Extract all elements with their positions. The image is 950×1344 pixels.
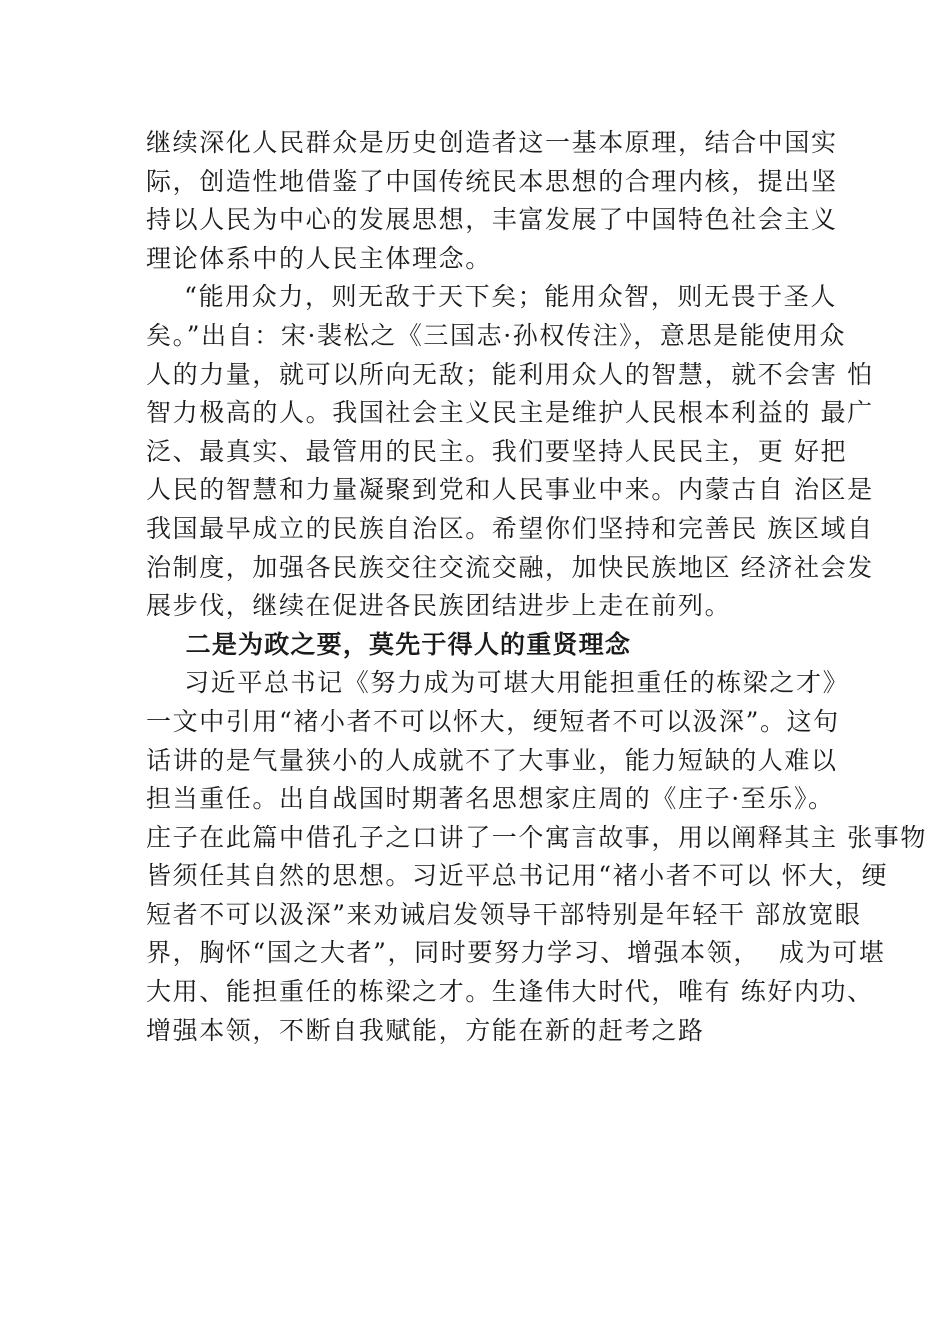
body-line: 展步伐，继续在促进各民族团结进步上走在前列。 xyxy=(146,591,732,621)
body-line: 人的力量，就可以所向无敌；能利用众人的智慧，就不会害 怕 xyxy=(146,359,874,389)
body-line: 话讲的是气量狭小的人成就不了大事业，能力短缺的人难以 xyxy=(146,745,838,775)
body-line: 继续深化人民群众是历史创造者这一基本原理，结合中国实 xyxy=(146,128,838,157)
body-line: 短者不可以汲深”来劝诫启发领导干部特别是年轻干 部放宽眼 xyxy=(146,899,862,929)
section-heading: 二是为政之要，莫先于得人的重贤理念 xyxy=(146,629,632,659)
body-line: 我国最早成立的民族自治区。希望你们坚持和完善民 族区域自 xyxy=(146,513,874,543)
body-line: 治制度，加强各民族交往交流交融，加快民族地区 经济社会发 xyxy=(146,552,874,582)
body-line: 大用、能担重任的栋梁之才。生逢伟大时代，唯有 练好内功、 xyxy=(146,977,874,1007)
body-line: 习近平总书记《努力成为可堪大用能担重任的栋梁之才》 xyxy=(146,668,850,698)
body-line: 持以人民为中心的发展思想，丰富发展了中国特色社会主义 xyxy=(146,205,838,235)
body-line: 界，胸怀“国之大者”，同时要努力学习、增强本领， 成为可堪 xyxy=(146,938,886,968)
body-line: “能用众力，则无敌于天下矣；能用众智，则无畏于圣人 xyxy=(146,282,837,312)
body-line: 矣。”出自：宋·裴松之《三国志·孙权传注》，意思是能使用众 xyxy=(146,320,847,350)
body-line: 智力极高的人。我国社会主义民主是维护人民根本利益的 最广 xyxy=(146,398,874,428)
body-line: 理论体系中的人民主体理念。 xyxy=(146,243,492,273)
body-line: 庄子在此篇中借孔子之口讲了一个寓言故事，用以阐释其主 张事物 xyxy=(146,822,927,852)
body-line: 增强本领，不断自我赋能，方能在新的赶考之路 xyxy=(146,1015,705,1045)
body-line: 人民的智慧和力量凝聚到党和人民事业中来。内蒙古自 治区是 xyxy=(146,475,874,505)
body-line: 一文中引用“褚小者不可以怀大，绠短者不可以汲深”。这句 xyxy=(146,706,840,736)
body-line: 担当重任。出自战国时期著名思想家庄周的《庄子·至乐》。 xyxy=(146,784,835,814)
document-body xyxy=(146,124,927,1050)
body-line: 皆须任其自然的思想。习近平总书记用“褚小者不可以 怀大，绠 xyxy=(146,861,889,891)
body-line: 际，创造性地借鉴了中国传统民本思想的合理内核，提出坚 xyxy=(146,166,838,196)
body-line: 泛、最真实、最管用的民主。我们要坚持人民民主，更 好把 xyxy=(146,436,848,466)
